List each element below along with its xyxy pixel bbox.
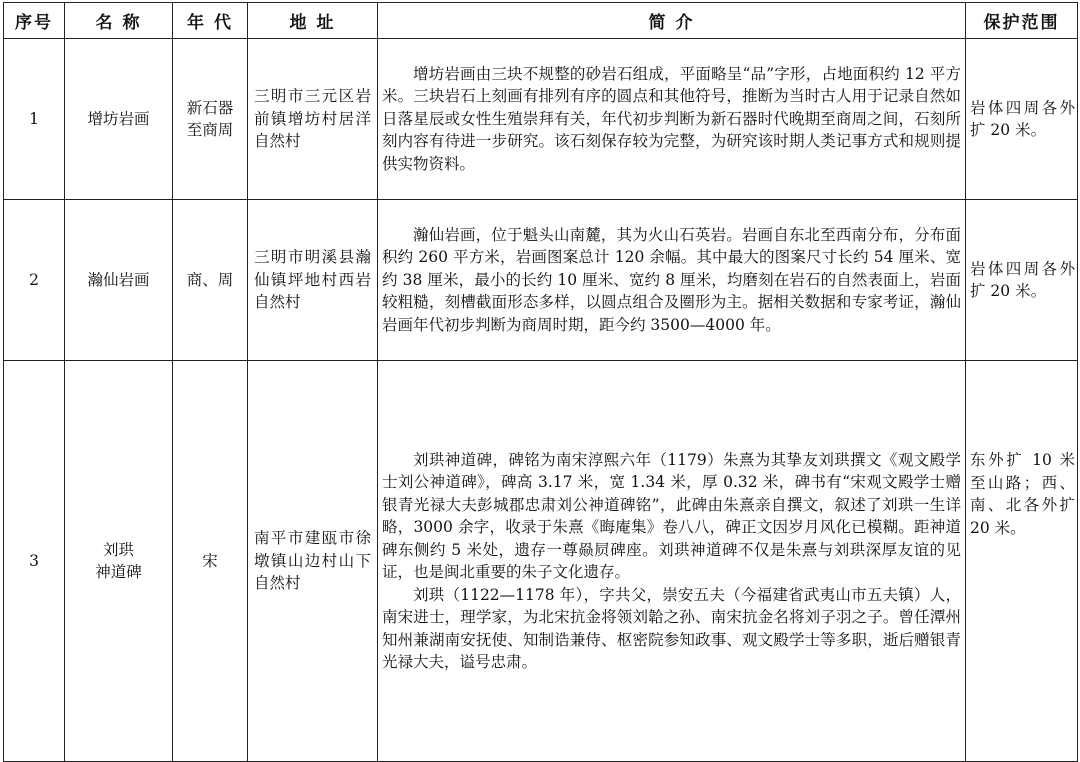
intro-paragraph: 刘珙（1122—1178 年），字共父，崇安五夫（今福建省武夷山市五夫镇）人，南宋进士，理学家，为北宋抗金将领刘韐之孙、南宋抗金名将刘子羽之子。曾任潭州知州兼湖南安抚使、知制诰兼侍、枢密院参知政事、观文殿学士等多职，逝后赠银青光禄大夫，谥号忠肃。	[382, 585, 961, 671]
cell-intro	[378, 39, 966, 200]
cell-intro	[378, 200, 966, 361]
intro-paragraph: 瀚仙岩画，位于魁头山南麓，其为火山石英岩。岩画自东北至西南分布，分布面积约 260 平方米，岩画图案总计 120 余幅。其中最大的图案尺寸长约 54 厘米、宽约 38 厘米，最小的长约 10 厘米、宽约 8 厘米，均磨刻在岩石的自然表面上，岩面较粗糙，刻槽截面形态多样，以圆点组合及圈形为主。据相关数据和专家考证，瀚仙岩画年代初步判断为商周时期，距今约 3500—4000 年。	[382, 225, 961, 334]
header-intro: 简 介	[378, 3, 966, 39]
table-row	[4, 39, 1078, 200]
cell-seq: 3	[4, 361, 65, 762]
table-row	[4, 200, 1078, 361]
cell-protection: 岩体四周各外扩 20 米。	[966, 39, 1078, 200]
header-era: 年 代	[173, 3, 248, 39]
cell-era: 宋	[173, 361, 248, 762]
header-name: 名 称	[65, 3, 173, 39]
cell-seq: 1	[4, 39, 65, 200]
table-row	[4, 361, 1078, 762]
header-row	[4, 3, 1078, 39]
header-address: 地 址	[248, 3, 378, 39]
intro-paragraph: 刘珙神道碑，碑铭为南宋淳熙六年（1179）朱熹为其挚友刘珙撰文《观文殿学士刘公神道碑》，碑高 3.17 米，宽 1.34 米，厚 0.32 米，碑书有“宋观文殿学士赠银青光禄大夫彭城郡忠肃刘公神道碑铭”，此碑由朱熹亲自撰文，叙述了刘珙一生详略，3000 余字，收录于朱熹《晦庵集》卷八八，碑正文因岁月风化已模糊。距神道碑东侧约 5 米处，遗存一尊赑屃碑座。刘珙神道碑不仅是朱熹与刘珙深厚友谊的见证，也是闽北重要的朱子文化遗存。	[382, 450, 961, 581]
intro-paragraph: 增坊岩画由三块不规整的砂岩石组成，平面略呈“品”字形，占地面积约 12 平方米。三块岩石上刻画有排列有序的圆点和其他符号，推断为当时古人用于记录自然如日落星辰或女性生殖崇拜有关，年代初步判断为新石器时代晚期至商周之间，石刻所刻内容有待进一步研究。该石刻保存较为完整，为研究该时期人类记事方式和规则提供实物资料。	[382, 64, 961, 173]
name-line: 神道碑	[95, 563, 142, 581]
header-seq: 序号	[4, 3, 65, 39]
cell-address: 南平市建瓯市徐墩镇山边村山下自然村	[248, 361, 378, 762]
cell-address: 三明市三元区岩前镇增坊村居洋自然村	[248, 39, 378, 200]
cell-protection: 岩体四周各外扩 20 米。	[966, 200, 1078, 361]
heritage-table	[3, 2, 1078, 762]
cell-seq: 2	[4, 200, 65, 361]
cell-protection: 东外扩 10 米至山路；西、南、北各外扩 20 米。	[966, 361, 1078, 762]
cell-name: 瀚仙岩画	[65, 200, 173, 361]
cell-address: 三明市明溪县瀚仙镇坪地村西岩自然村	[248, 200, 378, 361]
cell-era: 商、周	[173, 200, 248, 361]
header-protection: 保护范围	[966, 3, 1078, 39]
cell-name: 增坊岩画	[65, 39, 173, 200]
cell-name	[65, 361, 173, 762]
cell-intro	[378, 361, 966, 762]
cell-era: 新石器至商周	[173, 39, 248, 200]
name-line: 刘珙	[102, 540, 134, 559]
